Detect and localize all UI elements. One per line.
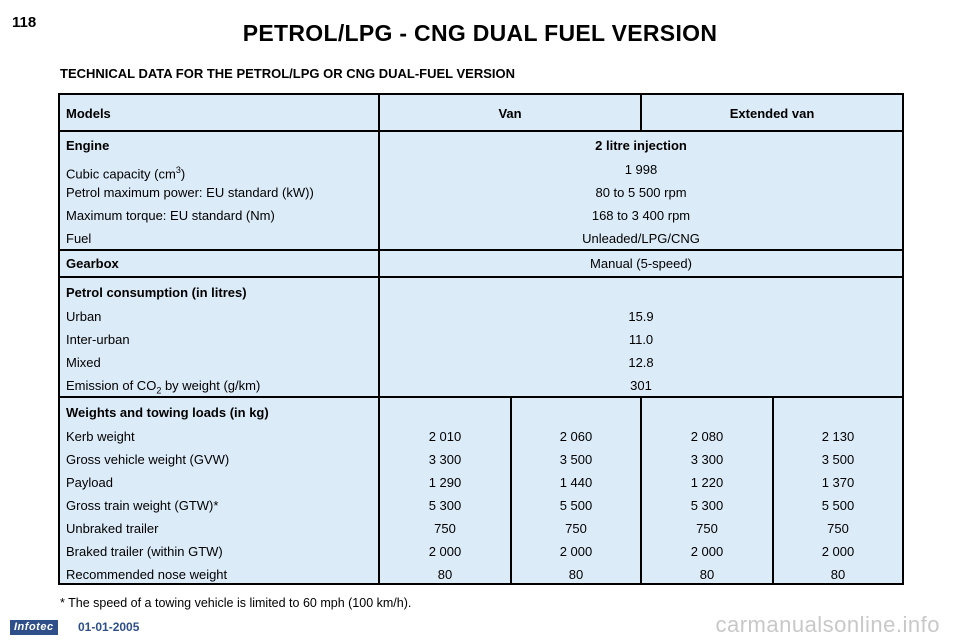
weights-value: 80 xyxy=(830,567,846,582)
weights-value: 80 xyxy=(568,567,584,582)
weights-value: 3 500 xyxy=(821,452,855,467)
weights-value: 80 xyxy=(437,567,453,582)
consumption-value: 11.0 xyxy=(628,332,654,347)
consumption-label: Emission of $CO_2$ by weight (g/km) xyxy=(66,378,261,396)
engine-value-heading: 2 litre injection xyxy=(595,138,687,153)
header-models: Models xyxy=(66,106,111,121)
weights-label: Gross vehicle weight (GVW) xyxy=(66,452,230,467)
weights-heading: Weights and towing loads (in kg) xyxy=(66,405,269,420)
weights-value: 3 300 xyxy=(690,452,724,467)
weights-value: 5 500 xyxy=(559,498,593,513)
engine-value: 80 to 5 500 rpm xyxy=(595,185,687,200)
weights-value: 2 010 xyxy=(428,429,462,444)
weights-value: 750 xyxy=(434,521,456,536)
row-divider-header xyxy=(60,130,902,132)
page-title: PETROL/LPG - CNG DUAL FUEL VERSION xyxy=(242,20,718,46)
engine-value: 168 to 3 400 rpm xyxy=(591,208,691,223)
gearbox-heading: Gearbox xyxy=(66,256,119,271)
engine-label: Fuel xyxy=(66,231,92,246)
weights-label: Gross train weight (GTW)* xyxy=(66,498,219,513)
page-number: 118 xyxy=(12,14,37,31)
weights-value: 2 130 xyxy=(821,429,855,444)
weights-value: 2 000 xyxy=(821,544,855,559)
section-heading: TECHNICAL DATA FOR THE PETROL/LPG OR CNG DUAL-FUEL VERSION xyxy=(60,66,515,81)
weights-label: Recommended nose weight xyxy=(66,567,228,582)
weights-value: 1 440 xyxy=(559,475,593,490)
gearbox-value: Manual (5-speed) xyxy=(590,256,692,271)
spec-table xyxy=(58,93,904,585)
watermark: carmanualsonline.info xyxy=(715,612,940,637)
publication-date: 01-01-2005 xyxy=(78,620,140,634)
weights-label: Kerb weight xyxy=(66,429,135,444)
row-divider-engine xyxy=(60,249,902,251)
infotec-logo: Infotec xyxy=(10,620,58,635)
engine-label: Petrol maximum power: EU standard (kW)) xyxy=(66,185,314,200)
weights-value: 2 000 xyxy=(690,544,724,559)
weights-value: 750 xyxy=(696,521,718,536)
header-van: Van xyxy=(498,106,522,121)
engine-label: Cubic capacity $(cm^3)$ xyxy=(66,165,186,182)
engine-label: Maximum torque: EU standard (Nm) xyxy=(66,208,275,223)
weights-value: 5 300 xyxy=(690,498,724,513)
engine-heading: Engine xyxy=(66,138,110,153)
weights-label: Braked trailer (within GTW) xyxy=(66,544,223,559)
weights-value: 3 300 xyxy=(428,452,462,467)
weights-label: Unbraked trailer xyxy=(66,521,159,536)
weights-value: 1 290 xyxy=(428,475,462,490)
engine-value: Unleaded/LPG/CNG xyxy=(582,231,700,246)
consumption-label: Mixed xyxy=(66,355,101,370)
weights-value: 80 xyxy=(699,567,715,582)
consumption-value: 15.9 xyxy=(628,309,654,324)
engine-value: 1 998 xyxy=(624,162,658,177)
weights-value: 1 220 xyxy=(690,475,724,490)
weights-value: 2 080 xyxy=(690,429,724,444)
weights-value: 5 300 xyxy=(428,498,462,513)
weights-value: 3 500 xyxy=(559,452,593,467)
weights-value: 2 060 xyxy=(559,429,593,444)
weights-value: 2 000 xyxy=(428,544,462,559)
weights-value: 1 370 xyxy=(821,475,855,490)
consumption-heading: Petrol consumption (in litres) xyxy=(66,285,247,300)
weights-value: 750 xyxy=(827,521,849,536)
consumption-label: Inter-urban xyxy=(66,332,130,347)
weights-value: 5 500 xyxy=(821,498,855,513)
row-divider-gearbox xyxy=(60,276,902,278)
consumption-value: 12.8 xyxy=(628,355,654,370)
weights-value: 750 xyxy=(565,521,587,536)
weights-label: Payload xyxy=(66,475,113,490)
header-extended-van: Extended van xyxy=(729,106,815,121)
consumption-value: 301 xyxy=(630,378,652,393)
consumption-label: Urban xyxy=(66,309,102,324)
weights-value: 2 000 xyxy=(559,544,593,559)
footnote: * The speed of a towing vehicle is limited to 60 mph (100 km/h). xyxy=(60,596,412,610)
